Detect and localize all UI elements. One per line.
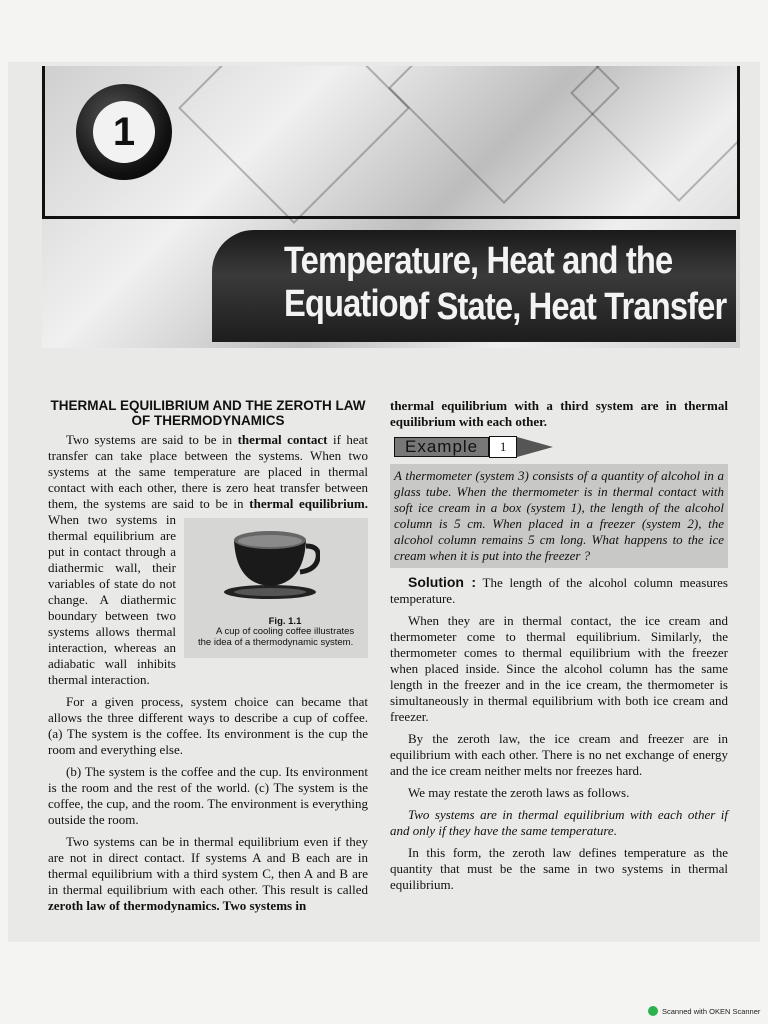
chapter-title-box <box>212 230 736 342</box>
paragraph-zeroth-law-consequence: By the zeroth law, the ice cream and freezer are in equilibrium with each other. There is no net exchange of energy and the ice cream neither melts nor freezes hard. <box>390 731 728 778</box>
text-span: if heat transfer can take place between the systems. When two systems at the same temperature are placed in thermal contact with each other, there is zero heat transfer between them, the systems are said to be in <box>48 432 368 511</box>
figure-label: Fig. 1.1 <box>268 616 302 627</box>
example-tag <box>394 436 728 458</box>
text-span: Two systems can be in thermal equilibrium even if they are not in direct contact. If systems A and B each are in thermal equilibrium with a third system C, then A and B are in thermal equilibrium with each other. This result is called <box>48 834 368 897</box>
paragraph-restate: We may restate the zeroth laws as follows. <box>408 785 630 800</box>
paragraph-system-choice: For a given process, system choice can became that allows the three different ways to describe a cup of coffee. (a) The system is the coffee. Its environment is the cup the room and everything else. <box>48 694 368 757</box>
paragraph-defines-temperature: In this form, the zeroth law defines temperature as the quantity that must be the same in two systems in thermal equilibrium. <box>390 845 728 892</box>
left-column <box>48 398 368 914</box>
paragraph-system-examples: (b) The system is the coffee and the cup. Its environment is the room and the rest of the world. (c) The system is the coffee, the cup, and the room. The environment is everything outside the room. <box>48 764 368 827</box>
scanner-text: Scanned with OKEN Scanner <box>662 1006 761 1016</box>
example-number: 1 <box>489 436 517 458</box>
section-heading: THERMAL EQUILIBRIUM AND THE ZEROTH LAW OF THERMODYNAMICS <box>50 398 366 428</box>
keyword-zeroth-law: zeroth law of thermodynamics. Two systems in <box>48 898 307 913</box>
chapter-number: 1 <box>93 101 155 163</box>
chapter-title-line1: Temperature, Heat and the Equation <box>283 240 673 325</box>
text-span: The length of the alcohol column measures temperature. <box>390 575 728 606</box>
chapter-number-badge <box>76 84 172 180</box>
figure-caption: A cup of cooling coffee illustrates the idea of a thermodynamic system. <box>198 626 355 648</box>
text-span: Two systems are said to be in <box>66 432 238 447</box>
scanner-watermark <box>648 1006 760 1016</box>
arrow-icon <box>517 437 553 457</box>
keyword-thermal-contact: thermal contact <box>237 432 328 447</box>
paragraph-thermal-contact-solution: When they are in thermal contact, the ice cream and thermometer come to thermal equilibrium. Similarly, the thermometer comes to thermal equilibrium with the freezer when placed inside. Since the alcohol column has the same length in the freezer and in the ice cream, the thermometer is simultaneously in thermal equilibrium with both ice cream and freezer. <box>390 613 728 724</box>
solution-heading: Solution : <box>408 574 477 590</box>
paragraph-continuation: thermal equilibrium with a third system are in thermal equilibrium with each other. <box>390 398 728 429</box>
coffee-cup-image <box>224 526 320 600</box>
chapter-title-line2: of State, Heat Transfer <box>398 286 726 328</box>
solution-paragraph <box>390 574 728 607</box>
example-problem: A thermometer (system 3) consists of a quantity of alcohol in a glass tube. When the thermometer is in thermal contact with soft ice cream in a box (system 1), the length of the alcohol column is 5 cm. When placed in a freezer (system 2), the alcohol column remains 5 cm long. What happens to the ice cream when it is put into the freezer ? <box>390 464 728 568</box>
keyword-thermal-equilibrium: thermal equilibrium. <box>249 496 368 511</box>
right-column <box>390 398 728 893</box>
example-label: Example <box>394 437 489 457</box>
text-span: When two systems in thermal equilibrium are put in contact through a diathermic wall, their variables of state do not change. A diathermic boundary between two systems allows thermal interaction, whereas an adiabatic wall inhibits thermal interaction. <box>48 512 176 687</box>
scanner-logo-icon <box>648 1006 658 1016</box>
paragraph-zeroth-law <box>48 834 368 914</box>
paragraph-thermal-contact <box>48 432 368 688</box>
paragraph-zeroth-law-statement: Two systems are in thermal equilibrium with each other if and only if they have the same temperature. <box>390 807 728 838</box>
figure-1-1 <box>184 518 368 658</box>
